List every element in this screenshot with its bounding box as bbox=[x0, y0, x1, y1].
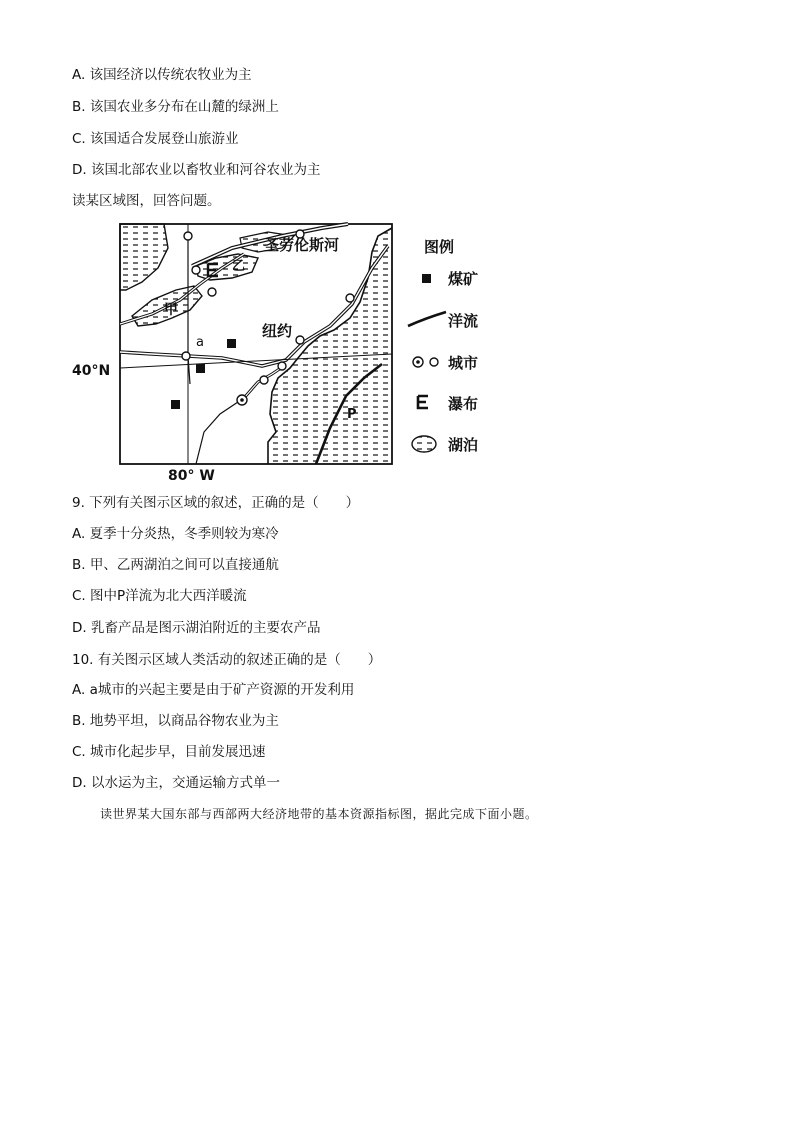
city-marker bbox=[192, 266, 200, 274]
city-marker bbox=[296, 336, 304, 344]
legend-current-icon bbox=[408, 312, 446, 326]
legend-title: 图例 bbox=[424, 238, 455, 256]
map-intro: 读某区域图，回答问题。 bbox=[72, 193, 221, 209]
q10-stem: 10. 有关图示区域人类活动的叙述正确的是（ ） bbox=[72, 652, 382, 668]
lake-yi-label: 乙 bbox=[232, 259, 246, 274]
river-label: 圣劳伦斯河 bbox=[264, 236, 340, 254]
lake-jia-label: 甲 bbox=[164, 302, 178, 318]
q9-stem: 9. 下列有关图示区域的叙述，正确的是（ ） bbox=[72, 495, 360, 511]
coal-mine-1 bbox=[227, 339, 236, 348]
map-svg bbox=[72, 218, 512, 486]
q9-option-b: B. 甲、乙两湖泊之间可以直接通航 bbox=[72, 557, 279, 573]
q10-option-a: A. a城市的兴起主要是由于矿产资源的开发利用 bbox=[72, 682, 355, 698]
coal-mine-3 bbox=[171, 400, 180, 409]
option-d: D. 该国北部农业以畜牧业和河谷农业为主 bbox=[72, 162, 321, 178]
legend-waterfall-label: 瀑布 bbox=[448, 395, 479, 413]
q10-option-b: B. 地势平坦，以商品谷物农业为主 bbox=[72, 713, 279, 729]
city-a-label: a bbox=[196, 335, 204, 350]
coal-mine-2 bbox=[196, 364, 205, 373]
city-a-marker bbox=[182, 352, 190, 360]
legend-coal-label: 煤矿 bbox=[448, 270, 479, 288]
legend-coal-icon bbox=[422, 274, 431, 283]
longitude-label: 80° W bbox=[168, 468, 215, 484]
legend-lake-icon bbox=[412, 436, 436, 452]
legend bbox=[408, 238, 478, 454]
city-marker bbox=[346, 294, 354, 302]
q9-option-d: D. 乳畜产品是图示湖泊附近的主要农产品 bbox=[72, 620, 321, 636]
q9-option-a: A. 夏季十分炎热，冬季则较为寒冷 bbox=[72, 526, 279, 542]
next-intro: 读世界某大国东部与西部两大经济地带的基本资源指标图，据此完成下面小题。 bbox=[100, 807, 538, 821]
legend-lake-label: 湖泊 bbox=[448, 436, 479, 454]
region-map bbox=[72, 218, 512, 486]
q10-option-c: C. 城市化起步早，目前发展迅速 bbox=[72, 744, 266, 760]
city-marker bbox=[208, 288, 216, 296]
current-p-label: P bbox=[347, 407, 357, 422]
transport-line-5 bbox=[196, 398, 244, 464]
q10-option-d: D. 以水运为主，交通运输方式单一 bbox=[72, 775, 280, 791]
q9-option-c: C. 图中P洋流为北大西洋暖流 bbox=[72, 588, 247, 604]
city-marker bbox=[260, 376, 268, 384]
legend-waterfall-icon bbox=[418, 396, 428, 408]
legend-city-label: 城市 bbox=[448, 354, 479, 372]
legend-current-label: 洋流 bbox=[448, 312, 479, 330]
city-marker bbox=[184, 232, 192, 240]
option-a: A. 该国经济以传统农牧业为主 bbox=[72, 67, 252, 83]
new-york-label: 纽约 bbox=[262, 322, 293, 340]
lake-topleft bbox=[120, 224, 168, 290]
legend-city-icon bbox=[430, 358, 438, 366]
option-b: B. 该国农业多分布在山麓的绿洲上 bbox=[72, 99, 279, 115]
option-c: C. 该国适合发展登山旅游业 bbox=[72, 131, 239, 147]
city-marker bbox=[278, 362, 286, 370]
latitude-label: 40°N bbox=[72, 363, 111, 379]
